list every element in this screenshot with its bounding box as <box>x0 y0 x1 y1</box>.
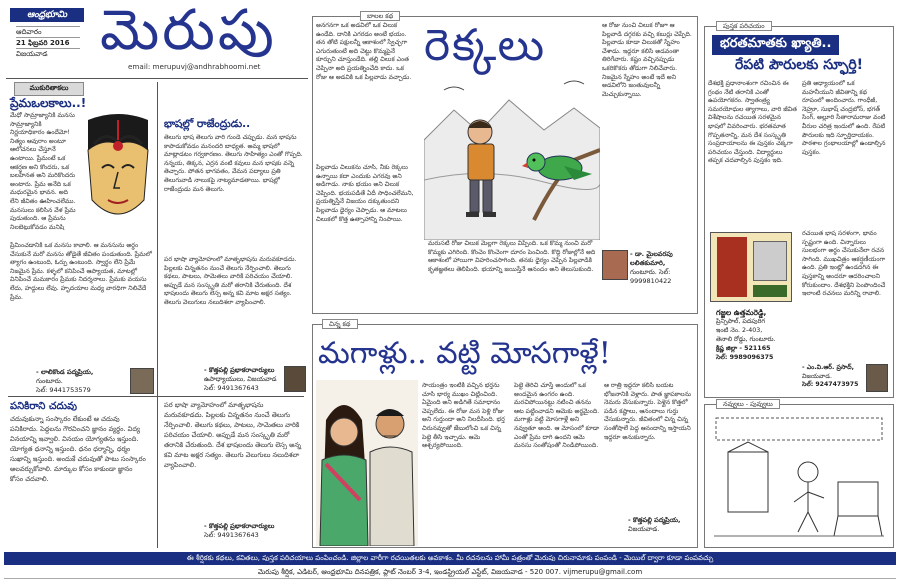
story-one-body-c: మరుసటి రోజు చిలుక మెల్లగా రెక్కలు విప్పింది. ఒక కొమ్మ నుంచి మరో కొమ్మకు ఎగిరింది. కొంచెం కొంచెంగా దూరం పెంచింది. కొద్ది రోజుల్లోనే అది ఆకాశంలో హాయిగా విహరించసాగింది. తనకు ధైర్యం చెప్పిన పిల్లవాడికి కృతజ్ఞతలు తెలిపింది. భయాన్ని జయిస్తేనే ఆనందం అని తెలుసుకుంది. <box>428 240 596 273</box>
author-photo <box>602 250 628 280</box>
newspaper-logo: ఆంధ్రభూమి <box>10 8 84 22</box>
edition-date: 21 ఫిబ్రవరి 2016 <box>16 37 80 48</box>
reviewer-byline <box>802 364 864 390</box>
face-illustration <box>78 110 158 240</box>
author-name: - లాలికొండ పద్మప్రియ, <box>36 368 94 376</box>
headline-line-two: రేపటి పౌరులకు స్ఫూర్తి! <box>734 57 864 73</box>
book-review-body-a: దేశభక్తి ప్రధానాంశంగా రచించిన ఈ గ్రంథం నేటి తరానికి ఎంతో ఉపయోగకరం. స్వాతంత్ర్య సమరయోధుల త్యాగాలు, వారి జీవిత విశేషాలను రచయిత సరళమైన భాషలో వివరించారు. భరతమాత గొప్పతనాన్ని, మన దేశ సంస్కృతి సంప్రదాయాలను ఈ పుస్తకం చక్కగా పరిచయం చేస్తుంది. విద్యార్థులు తప్పక చదవాల్సిన పుస్తకం ఇది. <box>708 80 797 165</box>
supplement-title: మెరుపు <box>100 4 277 63</box>
boy-parrot-illustration <box>424 70 600 240</box>
book-review-headline <box>708 32 890 78</box>
book-review-col-a <box>708 80 800 396</box>
column-one <box>8 82 158 394</box>
author-phone: సెల్: 9491367643 <box>204 531 259 539</box>
column-two-lower <box>160 400 308 548</box>
poem-body: చదువుకున్నా సంస్కారం లేకుంటే ఆ చదువు పనికిరాదు. పెద్దలను గౌరవించని జ్ఞానం వ్యర్థం. విద్య వినయాన్ని ఇవ్వాలి. వినయం యోగ్యతను ఇస్తుంది. యోగ్యత ధనాన్ని ఇస్తుంది. ధనం ధర్మాన్ని, ధర్మం సుఖాన్ని ఇస్తుంది. అందుకే చదువుతో పాటు సంస్కారం అలవర్చుకోవాలి. మార్కుల కోసం కాకుండా జ్ఞానం కోసం చదవాలి. <box>10 415 146 483</box>
edition-day: ఆదివారం <box>16 26 80 37</box>
author-phone: సెల్: 9491367643 <box>204 384 259 392</box>
book-review-body-c: రచయిత భాష సరళంగా, భావం స్పష్టంగా ఉంది. చిన్నారులు సులభంగా అర్థం చేసుకునేలా రచన సాగింది. ముఖచిత్రం ఆకర్షణీయంగా ఉంది. ప్రతి ఇంట్లో ఉండదగిన ఈ పుస్తకాన్ని అందరూ ఆదరించాలని కోరుకుందాం. దేశభక్తిని పెంపొందించే ఇలాంటి రచనలు మరిన్ని రావాలి. <box>802 230 886 298</box>
reviewer-name: - ఎం.వి.ఆర్. ప్రసాద్, <box>802 364 854 371</box>
story-two-body-c: ఆ రాత్రి ఇద్దరూ కలిసి బయట భోజనానికి వెళ్లారు. పాత జ్ఞాపకాలను నెమరు వేసుకున్నారు. పెళ్లైన కొత్తలో పడిన కష్టాలు, ఆనందాలు గుర్తు చేసుకున్నారు. జీవితంలో చిన్న చిన్న సంతోషాలే పెద్ద ఆనందాన్ని ఇస్తాయని ఇద్దరూ అనుకున్నారు. <box>604 382 691 441</box>
poem-section <box>8 400 148 548</box>
book-review-body-b: ప్రతి అధ్యాయంలో ఒక మహనీయుని జీవితాన్ని కథ రూపంలో అందించారు. గాంధీజీ, నెహ్రూ, సుభాష్ చంద్రబోస్, భగత్ సింగ్, అల్లూరి సీతారామరాజు వంటి వీరుల చరిత్ర ఇందులో ఉంది. రేపటి పౌరులకు ఇది స్ఫూర్తిదాయకం. పాఠశాల గ్రంథాలయాల్లో ఉండాల్సిన పుస్తకం. <box>802 80 886 156</box>
article-body-a: మేధో సామ్రాజ్యానికి మనసు సామ్రాజ్యానికి నిర్ణయాధికారం ఉందేమో! నిత్యం ఆవురాం అంటూ ఆలోచనలు చేస్తూనే ఉంటాయి. ప్రేమంటే ఒక ఆకర్షణ అని కొందరు, ఒక బలహీనత అని మరికొందరు అంటారు. ప్రేమ అనేది ఒక మధురమైన భావన. అది లేని జీవితం ఊహించలేము. మనసులు కలిసిన వేళ ప్రేమ పుడుతుంది. ఆ ప్రేమను నిలబెట్టుకోవడం మనిషి <box>10 112 76 230</box>
author-byline <box>204 522 304 540</box>
story-two-body-b: పెట్టె తెరిచి చూస్తే అందులో ఒక అందమైన ఉంగరం ఉంది. మరచిపోయినట్టు నటించి తనను ఆట పట్టించాడని ఆమెకు అర్థమైంది. మగాళ్లు వట్టి మోసగాళ్లే అని నవ్వుతూ అంది. ఆ మోసంలో కూడా ఎంతో ప్రేమ దాగి ఉందని ఆమె మనసు సంతోషంతో నిండిపోయింది. <box>514 382 600 450</box>
story-two-col-b <box>514 382 602 546</box>
author-name: - డా. మైలవరపు లలితకుమారి, <box>630 250 673 267</box>
story-one-title: రెక్కలు <box>424 20 547 71</box>
reviewer-place: విజయవాడ. <box>802 372 832 380</box>
book-pincode: క్రిష్ణ జిల్లా - 521165 <box>716 345 771 352</box>
section-label: ముకురితాకలు <box>14 82 84 96</box>
story-one-col-c <box>602 22 696 310</box>
author-place: గుంటూరు. <box>36 377 63 385</box>
book-address-line-one: ఇంటి నెం. 2-403, <box>716 327 763 334</box>
author-phone: సెల్: 9441753579 <box>36 386 91 394</box>
author-byline <box>630 250 696 286</box>
author-place: గుంటూరు. సెల్: 9999810422 <box>630 268 672 285</box>
story-two-label: చిన్న కథ <box>322 319 358 329</box>
book-details <box>716 308 800 362</box>
article-body-b: పర భాషా వ్యామోహంలో మాతృభాషను మరువకూడదు. పిల్లలకు చిన్నతనం నుంచే తెలుగు నేర్పించాలి. తెలుగు కథలు, పాటలు, సామెతలు వారికి పరిచయం చేయాలి. అప్పుడే మన సంస్కృతి మరో తరానికి చేరుతుంది. దేశ భాషలందు తెలుగు లెస్స అన్న కవి మాట అక్షర సత్యం. తెలుగు వెలుగులు నలుదిశలా వ్యాపించాలి. <box>164 256 297 306</box>
footer-address: మెరుపు శీర్షిక, ఎడిటర్, ఆంధ్రభూమి దినపత్రిక, ప్లాట్ నెంబర్ 3-4, ఇండస్ట్రియల్ ఎస్టేట్, విజయవాడ - 520 007. vijmerupu@gmail.com <box>4 566 896 579</box>
reviewer-photo <box>866 364 888 392</box>
edition-city: విజయవాడ <box>16 48 80 59</box>
book-review-col-b <box>802 80 890 396</box>
article-body-a: తెలుగు భాష తెలుగు వారి గుండె చప్పుడు. మన భాషను కాపాడుకోవడం మనందరి బాధ్యత. అమ్మ భాషలో మాట్లాడటం గర్వకారణం. తెలుగు సాహిత్యం ఎంతో గొప్పది. నన్నయ, తిక్కన, ఎర్రన వంటి కవులు మన భాషకు వన్నె తెచ్చారు. పోతన భాగవతం, వేమన పద్యాలు ప్రతి తెలుగువాడి నాలుకపై నాట్యమాడతాయి. భాషల్లో రాజేంద్రుడు మన తెలుగు. <box>164 134 303 193</box>
story-two-title: మగాళ్లు.. వట్టి మోసగాళ్లే! <box>318 336 611 371</box>
footer-banner: ఈ శీర్షికకు కథలు, కవితలు, పుస్తక పరిచయాలు పంపించండి. జిల్లాల వారీగా రచయితలకు అవకాశం. మీ రచనలను హామీ పత్రంతో మెరుపు చిరునామాకు పంపండి - మెయిల్ ద్వారా కూడా పంపవచ్చు <box>4 552 896 565</box>
edition-meta <box>16 26 80 59</box>
book-portrait <box>753 241 787 281</box>
author-name: - కొత్తపల్లి ప్రభాకరాచార్యులు <box>204 366 275 374</box>
author-photo <box>284 366 306 392</box>
masthead-divider <box>6 78 308 79</box>
author-place: విజయవాడ. <box>628 525 660 533</box>
author-byline <box>628 516 694 534</box>
column-divider <box>157 82 158 548</box>
book-phone: సెల్: 9989096375 <box>716 354 774 361</box>
author-name: - కొత్తపల్లి ప్రభాకరాచార్యులు <box>204 522 275 530</box>
story-two-body-a: సాయంత్రం ఇంటికి వచ్చిన భర్తను చూసి భార్య ముఖం చిట్లించింది. ఏమైంది అని అడిగితే సమాధానం చెప్పలేదు. ఈ రోజు మన పెళ్లి రోజు అని గుర్తుందా అని నిలదీసింది. భర్త చిరునవ్వుతో జేబులోంచి ఒక చిన్న పెట్టె తీసి ఇచ్చాడు. ఆమె ఆశ్చర్యపోయింది. <box>422 382 505 450</box>
book-review-label: పుస్తక పరిచయం <box>716 21 772 31</box>
story-one-col-a <box>316 22 420 310</box>
book-address-line-two: తెనాలి రోడ్డు, గుంటూరు. <box>716 336 776 343</box>
story-one-col-b <box>428 240 598 310</box>
column-two <box>160 118 308 394</box>
author-photo <box>130 368 154 394</box>
book-spine-art <box>717 237 747 297</box>
cartoon-label: నవ్వులు - పువ్వులు <box>716 399 780 409</box>
section-divider <box>8 396 304 397</box>
reviewer-phone: సెల్: 9247473975 <box>802 381 859 388</box>
book-role: ప్రిన్సిపాల్, పదపురిగ <box>716 318 765 325</box>
article-body-b: ప్రేమించడానికి ఒక మనసు కావాలి. ఆ మనసును అర్థం చేసుకునే మరో మనసు తోడైతే జీవితం పండుతుంది. ప్రేమలో త్యాగం ఉంటుంది, ఓర్పు ఉంటుంది. స్వార్థం లేని ప్రేమే నిజమైన ప్రేమ. కళ్ళలో కనిపించే ఆప్యాయత, మాటల్లో వినిపించే మమకారం ప్రేమకు నిదర్శనాలు. ప్రేమకు వయసు లేదు, హద్దులు లేవు. హృదయాల మధ్య వారధిగా నిలిచేదే ప్రేమ. <box>10 242 152 301</box>
masthead <box>6 4 308 74</box>
story-one-body-d: ఆ రోజు నుంచి చిలుక రోజూ ఆ పిల్లవాడి దగ్గరకు వచ్చి కబుర్లు చెప్పేది. పిల్లవాడు కూడా చిలుకతో స్నేహం చేశాడు. ఇద్దరూ కలిసి అడవంతా తిరిగేవారు. కష్టం వచ్చినప్పుడు ఒకరికొకరు తోడుగా నిలిచేవారు. నిజమైన స్నేహం అంటే ఇదే అని అడవిలోని జంతువులన్నీ మెచ్చుకున్నాయి. <box>602 22 692 98</box>
couple-illustration <box>316 380 418 546</box>
story-one-body-b: పిల్లవాడు చిలుకను చూసి, నీకు రెక్కలు ఉన్నాయి కదా ఎందుకు ఎగరవు అని అడిగాడు. నాకు భయం అని చిలుక చెప్పింది. భయపడితే ఏదీ సాధించలేమని, ప్రయత్నిస్తేనే విజయం దక్కుతుందని పిల్లవాడు ధైర్యం చెప్పాడు. ఆ మాటలు చిలుకలో కొత్త ఉత్సాహాన్ని నింపాయి. <box>316 164 414 223</box>
book-author: గజ్జల ఉత్తమరెడ్డి, <box>716 308 767 317</box>
author-name: - కొత్తపల్లి పద్మప్రియ, <box>628 516 681 524</box>
book-cover <box>710 232 792 302</box>
contact-email[interactable]: email: merupuvj@andhrabhoomi.net <box>128 62 261 71</box>
poem-heading: పనికిరాని చదువు <box>10 401 78 412</box>
author-byline <box>204 366 284 393</box>
story-two-col-a <box>422 382 510 546</box>
book-cover-band <box>753 285 787 297</box>
author-place: ఉపాధ్యాయులు, విజయవాడ <box>204 375 277 383</box>
cartoon-illustration <box>708 412 890 544</box>
story-one-body-a: అనగనగా ఒక అడవిలో ఒక చిలుక ఉండేది. దానికి ఎగరడం అంటే భయం. తన తోటి పక్షులన్నీ ఆకాశంలో స్వేచ్ఛగా ఎగురుతుంటే అది చెట్టు కొమ్మపైనే కూర్చుని చూస్తుండేది. తల్లి చిలుక ఎంత చెప్పినా అది ప్రయత్నించేది కాదు. ఒక రోజు ఆ అడవికి ఒక పిల్లవాడు వచ్చాడు. <box>316 22 412 81</box>
article-heading: భాషల్లో రాజేంద్రుడు.. <box>164 118 251 130</box>
poem-body-continued: పర భాషా వ్యామోహంలో మాతృభాషను మరువకూడదు. పిల్లలకు చిన్నతనం నుంచే తెలుగు నేర్పించాలి. తెలుగు కథలు, పాటలు, సామెతలు వారికి పరిచయం చేయాలి. అప్పుడే మన సంస్కృతి మరో తరానికి చేరుతుంది. దేశ భాషలందు తెలుగు లెస్స అన్న కవి మాట అక్షర సత్యం. తెలుగు వెలుగులు నలుదిశలా వ్యాపించాలి. <box>164 401 302 469</box>
story-one-label: బాలల కథ <box>360 11 400 21</box>
article-heading: ప్రేమఒలకాలు..! <box>10 96 87 110</box>
story-two-col-c <box>604 382 696 546</box>
headline-line-one: భరతమాతకు ఖ్యాతి.. <box>712 35 839 55</box>
